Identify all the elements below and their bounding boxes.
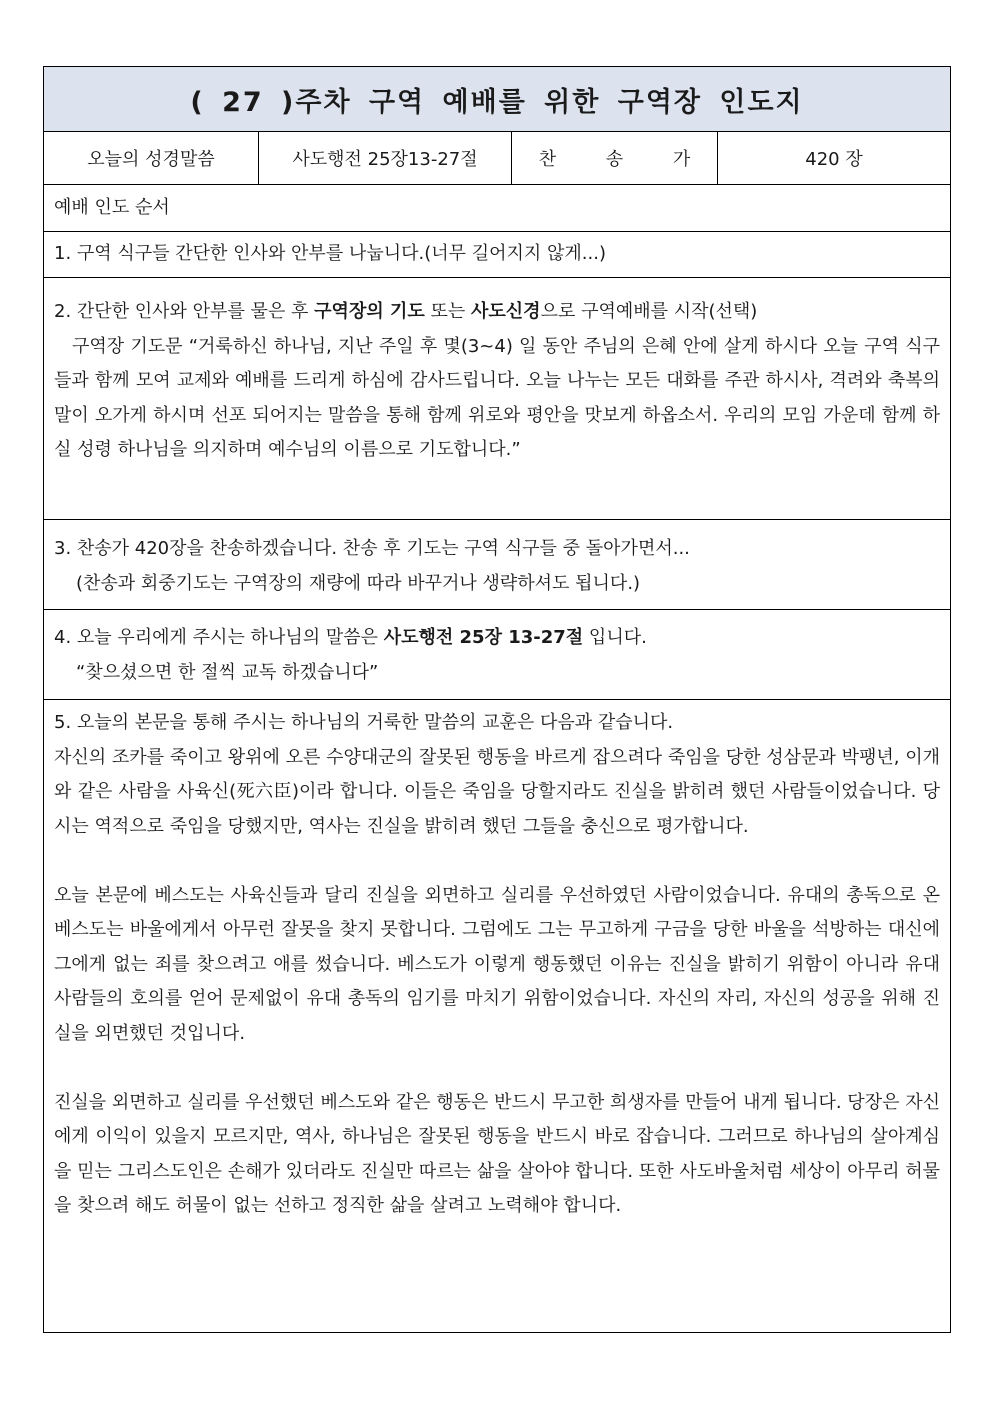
step-4-quote: “찾으셨으면 한 절씩 교독 하겠습니다” (76, 661, 379, 683)
scripture-label: 오늘의 성경말씀 (44, 132, 259, 184)
step-3-note: (찬송과 회중기도는 구역장의 재량에 따라 바꾸거나 생략하셔도 됩니다.) (76, 572, 641, 594)
step-5-intro: 5. 오늘의 본문을 통해 주시는 하나님의 거룩한 말씀의 교훈은 다음과 같습니다. (54, 712, 674, 733)
step-3-row (44, 520, 950, 610)
step-4-text-pre: 4. 오늘 우리에게 주시는 하나님의 말씀은 (54, 627, 384, 648)
step-2-text-mid: 또는 (424, 301, 472, 322)
scripture-reference: 사도행전 25장13-27절 (259, 132, 512, 184)
step-3-text: 3. 찬송가 420장을 찬송하겠습니다. 찬송 후 기도는 구역 식구들 중 돌아가면서... (54, 538, 690, 559)
hymn-label (512, 132, 718, 184)
info-row (44, 132, 950, 185)
order-heading: 예배 인도 순서 (54, 197, 170, 218)
step-5-paragraph-2: 오늘 본문에 베스도는 사육신들과 달리 진실을 외면하고 실리를 우선하였던 사람이었습니다. 유대의 총독으로 온 베스도는 바울에게서 아무런 잘못을 찾지 못합니다. 그럼에도 그는 무고하게 구금을 당한 바울을 석방하는 대신에 그에게 없는 죄를 찾으려고 애를 썼습니다. 베스도가 이렇게 행동했던 이유는 진실을 밝히기 위함이 아니라 유대 사람들의 호의를 얻어 문제없이 유대 총독의 임기를 마치기 위함이었습니다. 자신의 자리, 자신의 성공을 위해 진실을 외면했던 것입니다. (54, 884, 940, 1044)
step-4-text-post: 입니다. (583, 627, 647, 648)
step-4-text (54, 621, 940, 656)
page-title: ( 27 )주차 구역 예배를 위한 구역장 인도지 (44, 67, 950, 132)
step-5-row (44, 700, 950, 1332)
order-heading-row (44, 185, 950, 232)
step-2-bold-prayer: 구역장의 기도 (314, 301, 425, 322)
step-2-text-end: 으로 구역예배를 시작(선택) (540, 301, 758, 322)
step-1-row (44, 232, 950, 278)
step-2-bold-creed: 사도신경 (471, 301, 541, 322)
step-2-text-a: 2. 간단한 인사와 안부를 물은 후 (54, 301, 315, 322)
step-2-heading (54, 295, 940, 330)
step-1-text: 1. 구역 식구들 간단한 인사와 안부를 나눕니다.(너무 길어지지 않게...) (54, 243, 606, 264)
step-5-paragraph-3: 진실을 외면하고 실리를 우선했던 베스도와 같은 행동은 반드시 무고한 희생자를 만들어 내게 됩니다. 당장은 자신에게 이익이 있을지 모르지만, 역사, 하나님은 잘못된 행동을 반드시 바로 잡습니다. 그러므로 하나님의 살아계심을 믿는 그리스도인은 손해가 있더라도 진실만 따르는 삶을 살아야 합니다. 또한 사도바울처럼 세상이 아무리 허물을 찾으려 해도 허물이 없는 선하고 정직한 삶을 살려고 노력해야 합니다. (54, 1091, 940, 1216)
step-4-bold-scripture: 사도행전 25장 13-27절 (383, 627, 584, 648)
hymn-number: 420 장 (805, 149, 863, 170)
step-5-paragraph-1: 자신의 조카를 죽이고 왕위에 오른 수양대군의 잘못된 행동을 바르게 잡으려다 죽임을 당한 성삼문과 박팽년, 이개와 같은 사람을 사육신(死六臣)이라 합니다. 이들은 죽임을 당할지라도 진실을 밝히려 했던 사람들이었습니다. 당시는 역적으로 죽임을 당했지만, 역사는 진실을 밝히려 했던 그들을 충신으로 평가합니다. (54, 746, 940, 837)
step-2-row (44, 278, 950, 520)
step-4-row (44, 610, 950, 700)
worship-guide-table (43, 66, 951, 1333)
step-2-prayer: 구역장 기도문 “거룩하신 하나님, 지난 주일 후 몇(3~4) 일 동안 주님의 은혜 안에 살게 하시다 오늘 구역 식구들과 함께 모여 교제와 예배를 드리게 하심에 감사드립니다. 오늘 나누는 모든 대화를 주관 하시사, 격려와 축복의 말이 오가게 하시며 선포 되어지는 말씀을 통해 함께 위로와 평안을 맛보게 하옵소서. 우리의 모임 가운데 함께 하실 성령 하나님을 의지하며 예수님의 이름으로 기도합니다.” (54, 335, 940, 460)
hymn-label-text: 찬 송 가 (538, 149, 713, 170)
